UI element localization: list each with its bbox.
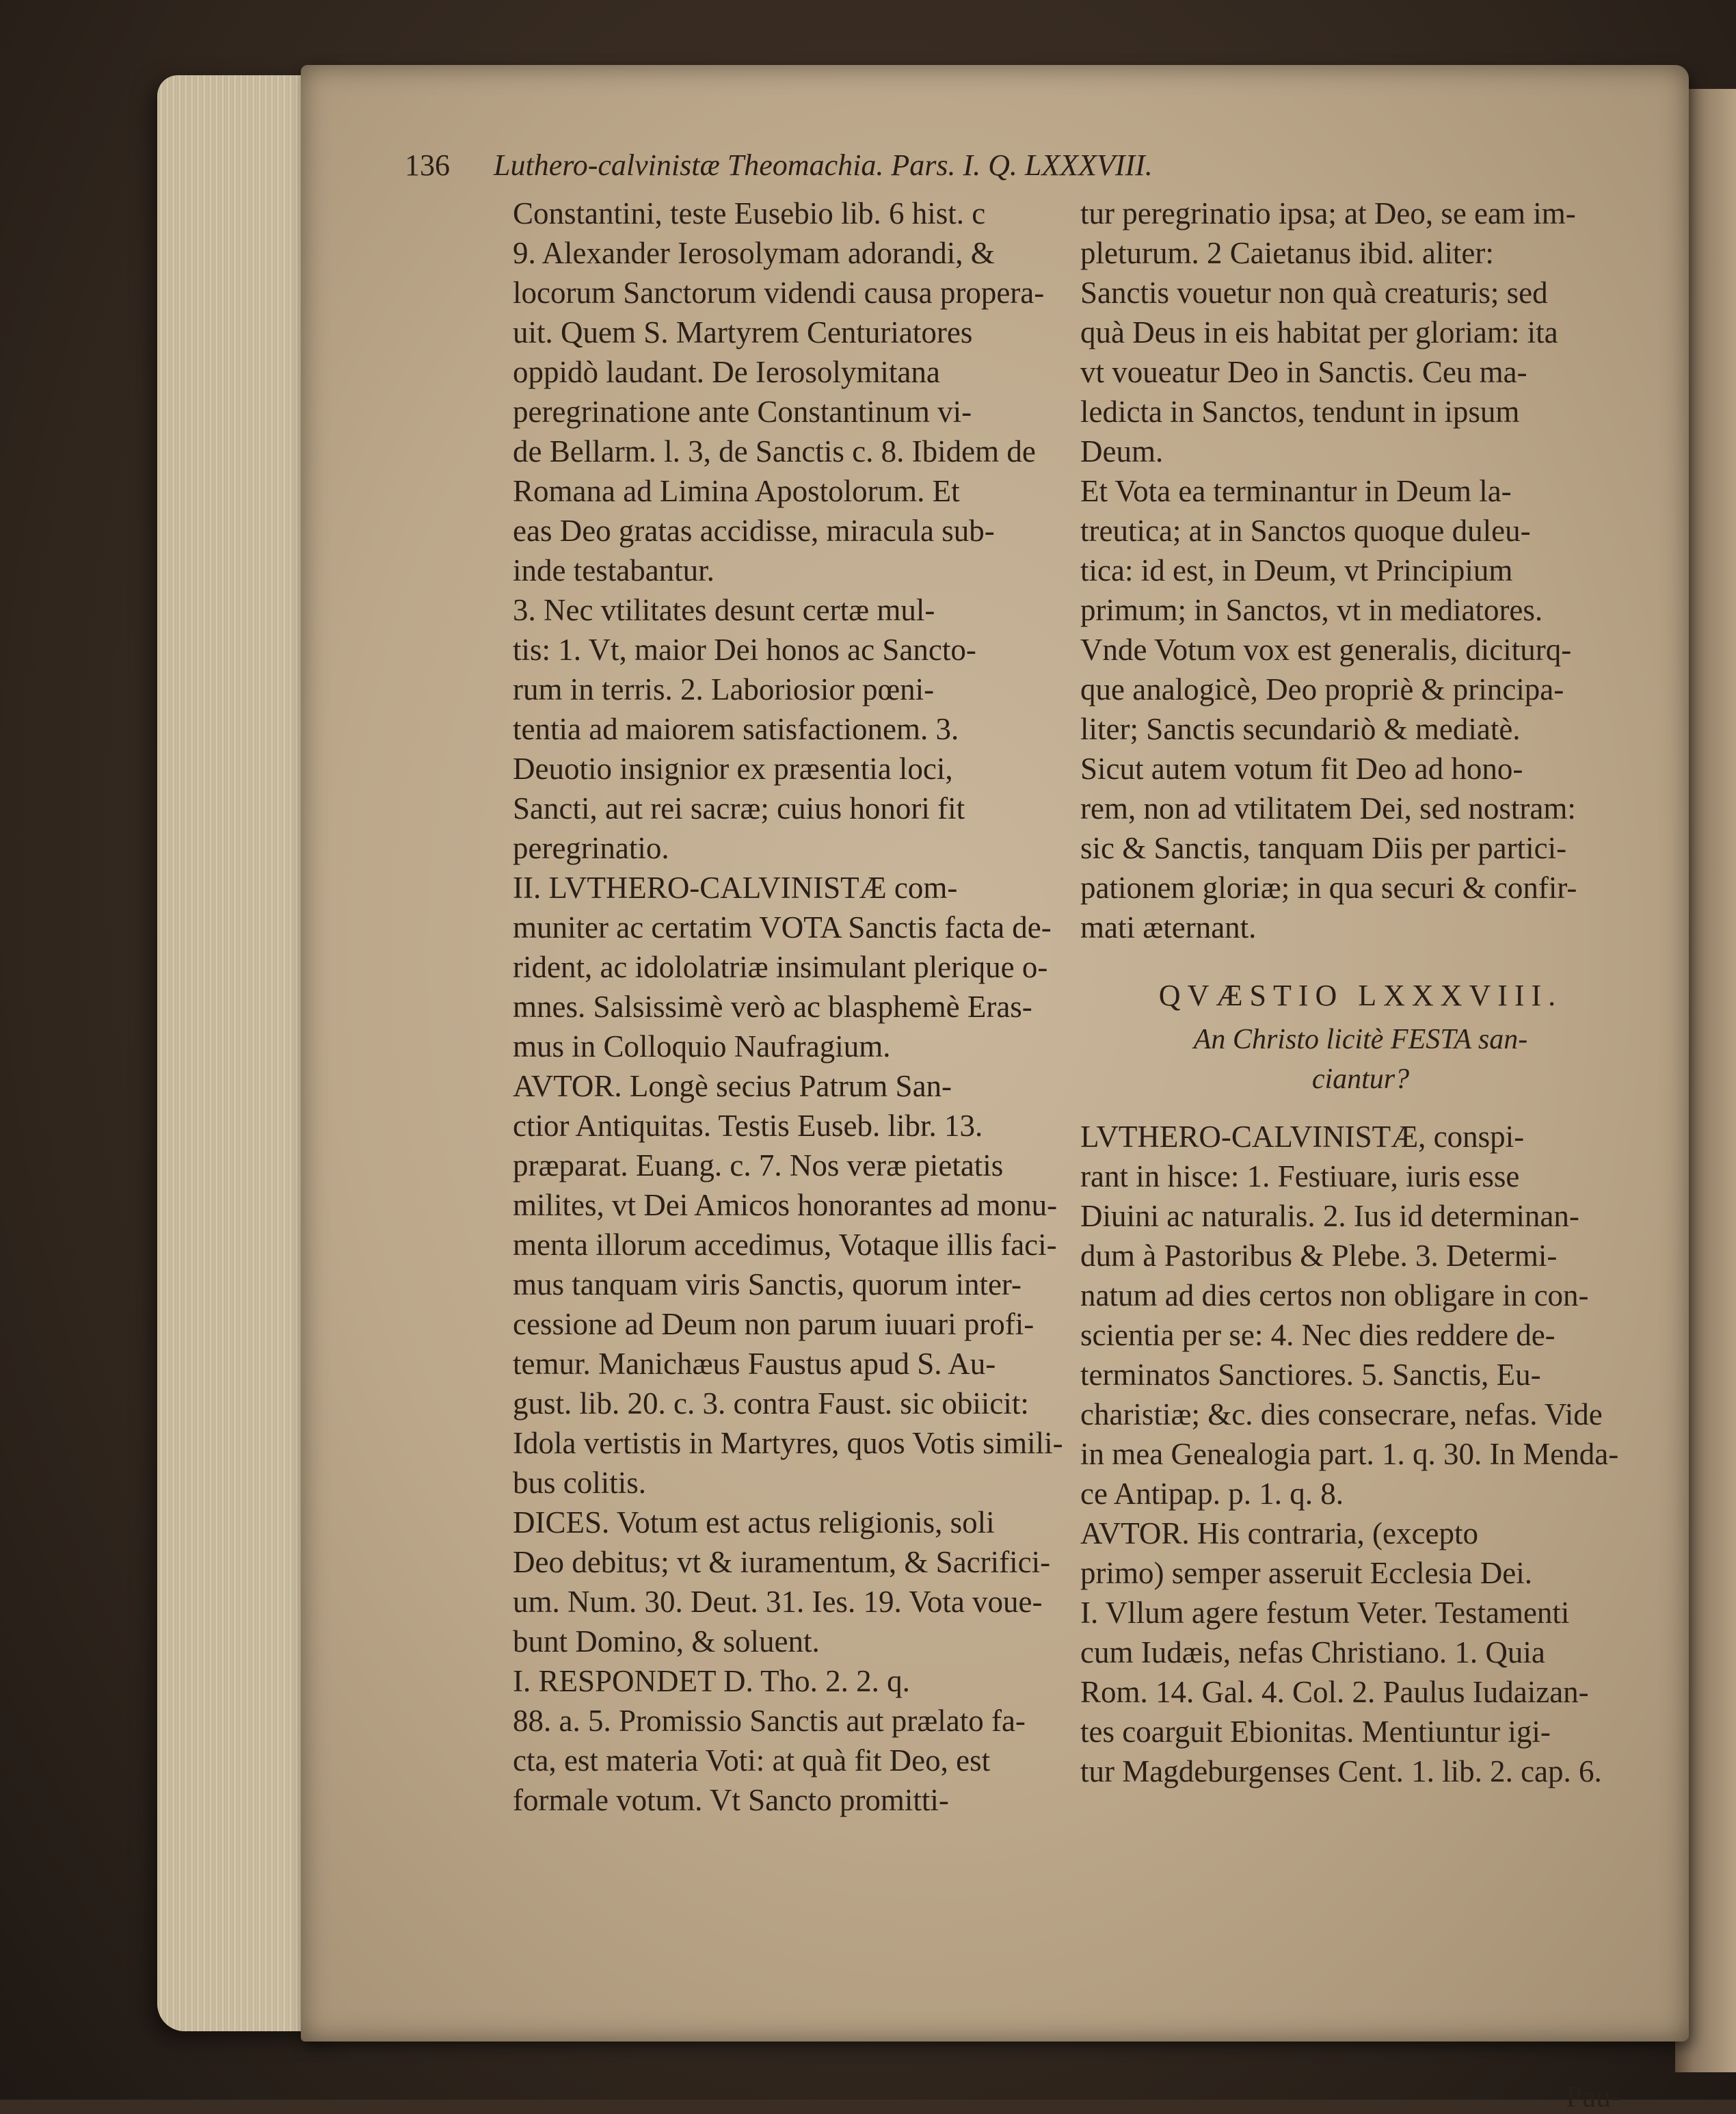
text-line: charistiæ; &c. dies consecrare, nefas. Vide bbox=[1080, 1397, 1603, 1431]
text-line: cum Iudæis, nefas Christiano. 1. Quia bbox=[1080, 1635, 1545, 1669]
text-line: Constantini, teste Eusebio lib. 6 hist. c bbox=[513, 196, 986, 230]
text-line: quà Deus in eis habitat per gloriam: ita bbox=[1080, 315, 1558, 349]
text-line: formale votum. Vt Sancto promitti- bbox=[513, 1783, 949, 1817]
text-line: de Bellarm. l. 3, de Sanctis c. 8. Ibidem de bbox=[513, 434, 1036, 468]
text-line: LVTHERO-CALVINISTÆ, conspi- bbox=[1080, 1120, 1525, 1154]
text-line: rum in terris. 2. Laboriosior pœni- bbox=[513, 672, 935, 706]
text-line: temur. Manichæus Faustus apud S. Au- bbox=[513, 1347, 996, 1381]
text-line: cta, est materia Voti: at quà fit Deo, est bbox=[513, 1743, 991, 1778]
text-line: ciantur? bbox=[1311, 1063, 1410, 1095]
question-heading: QVÆSTIO LXXXVIII. bbox=[1158, 979, 1563, 1012]
text-line: tentia ad maiorem satisfactionem. 3. bbox=[513, 712, 959, 746]
question-title bbox=[1080, 1020, 1641, 1099]
text-line: in mea Genealogia part. 1. q. 30. In Menda- bbox=[1080, 1437, 1619, 1471]
text-line: eas Deo gratas accidisse, miracula sub- bbox=[513, 514, 995, 548]
text-line: menta illorum accedimus, Votaque illis faci- bbox=[513, 1228, 1057, 1262]
text-line: Sanctis vouetur non quà creaturis; sed bbox=[1080, 276, 1548, 310]
catchword: Pau- bbox=[1566, 2080, 1621, 2113]
text-line: cessione ad Deum non parum iuuari profi- bbox=[513, 1307, 1034, 1341]
text-line: terminatos Sanctiores. 5. Sanctis, Eu- bbox=[1080, 1358, 1541, 1392]
text-line: dum à Pastoribus & Plebe. 3. Determi- bbox=[1080, 1239, 1558, 1273]
text-line: ledicta in Sanctos, tendunt in ipsum bbox=[1080, 395, 1520, 429]
text-line: mus tanquam viris Sanctis, quorum inter- bbox=[513, 1267, 1021, 1302]
text-line: I. RESPONDET D. Tho. 2. 2. q. bbox=[513, 1664, 910, 1698]
text-line: Rom. 14. Gal. 4. Col. 2. Paulus Iudaizan- bbox=[1080, 1675, 1589, 1709]
text-line: bunt Domino, & soluent. bbox=[513, 1624, 820, 1659]
text-line: liter; Sanctis secundariò & mediatè. bbox=[1080, 712, 1521, 746]
text-line: sic & Sanctis, tanquam Diis per partici- bbox=[1080, 831, 1567, 865]
text-line: Vnde Votum vox est generalis, diciturq- bbox=[1080, 633, 1572, 667]
text-line: pleturum. 2 Caietanus ibid. aliter: bbox=[1080, 236, 1494, 270]
text-line: inde testabantur. bbox=[513, 553, 715, 587]
text-line: muniter ac certatim VOTA Sanctis facta de- bbox=[513, 910, 1052, 944]
right-column bbox=[1080, 194, 1641, 1791]
right-column-top-text bbox=[1080, 194, 1641, 947]
text-line: mnes. Salsissimè verò ac blasphemè Eras- bbox=[513, 990, 1032, 1024]
text-line: DICES. Votum est actus religionis, soli bbox=[513, 1505, 995, 1540]
text-line: rant in hisce: 1. Festiuare, iuris esse bbox=[1080, 1159, 1520, 1193]
text-line: præparat. Euang. c. 7. Nos veræ pietatis bbox=[513, 1148, 1004, 1182]
text-line: Deum. bbox=[1080, 434, 1164, 468]
text-line: Deo debitus; vt & iuramentum, & Sacrifici- bbox=[513, 1545, 1051, 1579]
right-column-bottom-text bbox=[1080, 1117, 1641, 1791]
running-title: Luthero-calvinistæ Theomachia. Pars. I. Q. LXXXVIII. bbox=[494, 148, 1153, 182]
text-line: Sicut autem votum fit Deo ad hono- bbox=[1080, 752, 1523, 786]
text-line: Sancti, aut rei sacræ; cuius honori fit bbox=[513, 791, 965, 825]
text-line: mati æternant. bbox=[1080, 910, 1257, 944]
text-line: Et Vota ea terminantur in Deum la- bbox=[1080, 474, 1512, 508]
text-line: Idola vertistis in Martyres, quos Votis simili- bbox=[513, 1426, 1063, 1460]
text-line: tur Magdeburgenses Cent. 1. lib. 2. cap. 6. bbox=[1080, 1754, 1602, 1788]
text-line: primum; in Sanctos, vt in mediatores. bbox=[1080, 593, 1543, 627]
text-line: ctior Antiquitas. Testis Euseb. libr. 13. bbox=[513, 1109, 983, 1143]
text-line: vt voueatur Deo in Sanctis. Ceu ma- bbox=[1080, 355, 1527, 389]
text-line: Romana ad Limina Apostolorum. Et bbox=[513, 474, 960, 508]
text-line: mus in Colloquio Naufragium. bbox=[513, 1029, 891, 1063]
text-line: locorum Sanctorum videndi causa propera- bbox=[513, 276, 1045, 310]
text-line: treutica; at in Sanctos quoque duleu- bbox=[1080, 514, 1531, 548]
text-line: tica: id est, in Deum, vt Principium bbox=[1080, 553, 1513, 587]
text-line: II. LVTHERO-CALVINISTÆ com- bbox=[513, 871, 958, 905]
text-line: 9. Alexander Ierosolymam adorandi, & bbox=[513, 236, 995, 270]
text-line: An Christo licitè FESTA san- bbox=[1193, 1024, 1528, 1055]
page-number: 136 bbox=[405, 148, 450, 182]
text-line: I. Vllum agere festum Veter. Testamenti bbox=[1080, 1596, 1570, 1630]
text-line: rem, non ad vtilitatem Dei, sed nostram: bbox=[1080, 791, 1576, 825]
text-line: 88. a. 5. Promissio Sanctis aut prælato fa- bbox=[513, 1704, 1026, 1738]
text-line: um. Num. 30. Deut. 31. Ies. 19. Vota voue- bbox=[513, 1585, 1043, 1619]
text-line: tis: 1. Vt, maior Dei honos ac Sancto- bbox=[513, 633, 976, 667]
text-line: bus colitis. bbox=[513, 1466, 647, 1500]
text-line: Deuotio insignior ex præsentia loci, bbox=[513, 752, 953, 786]
text-line: pationem gloriæ; in qua securi & confir- bbox=[1080, 871, 1577, 905]
text-line: oppidò laudant. De Ierosolymitana bbox=[513, 355, 940, 389]
text-line: tur peregrinatio ipsa; at Deo, se eam im- bbox=[1080, 196, 1576, 230]
text-line: gust. lib. 20. c. 3. contra Faust. sic obiicit: bbox=[513, 1386, 1029, 1421]
text-line: milites, vt Dei Amicos honorantes ad monu- bbox=[513, 1188, 1058, 1222]
left-column bbox=[513, 194, 1063, 1820]
text-line: que analogicè, Deo propriè & principa- bbox=[1080, 672, 1564, 706]
text-line: ce Antipap. p. 1. q. 8. bbox=[1080, 1477, 1344, 1511]
text-line: rident, ac idololatriæ insimulant plerique o- bbox=[513, 950, 1048, 984]
text-line: AVTOR. Longè secius Patrum San- bbox=[513, 1069, 952, 1103]
text-line: natum ad dies certos non obligare in con- bbox=[1080, 1278, 1589, 1312]
text-line: tes coarguit Ebionitas. Mentiuntur igi- bbox=[1080, 1715, 1551, 1749]
text-line: primo) semper asseruit Ecclesia Dei. bbox=[1080, 1556, 1533, 1590]
text-line: uit. Quem S. Martyrem Centuriatores bbox=[513, 315, 973, 349]
text-line: 3. Nec vtilitates desunt certæ mul- bbox=[513, 593, 935, 627]
text-line: AVTOR. His contraria, (excepto bbox=[1080, 1516, 1478, 1550]
text-line: peregrinatio. bbox=[513, 831, 669, 865]
text-line: scientia per se: 4. Nec dies reddere de- bbox=[1080, 1318, 1555, 1352]
text-line: peregrinatione ante Constantinum vi- bbox=[513, 395, 972, 429]
page-header bbox=[405, 148, 1451, 189]
text-line: Diuini ac naturalis. 2. Ius id determinan- bbox=[1080, 1199, 1579, 1233]
